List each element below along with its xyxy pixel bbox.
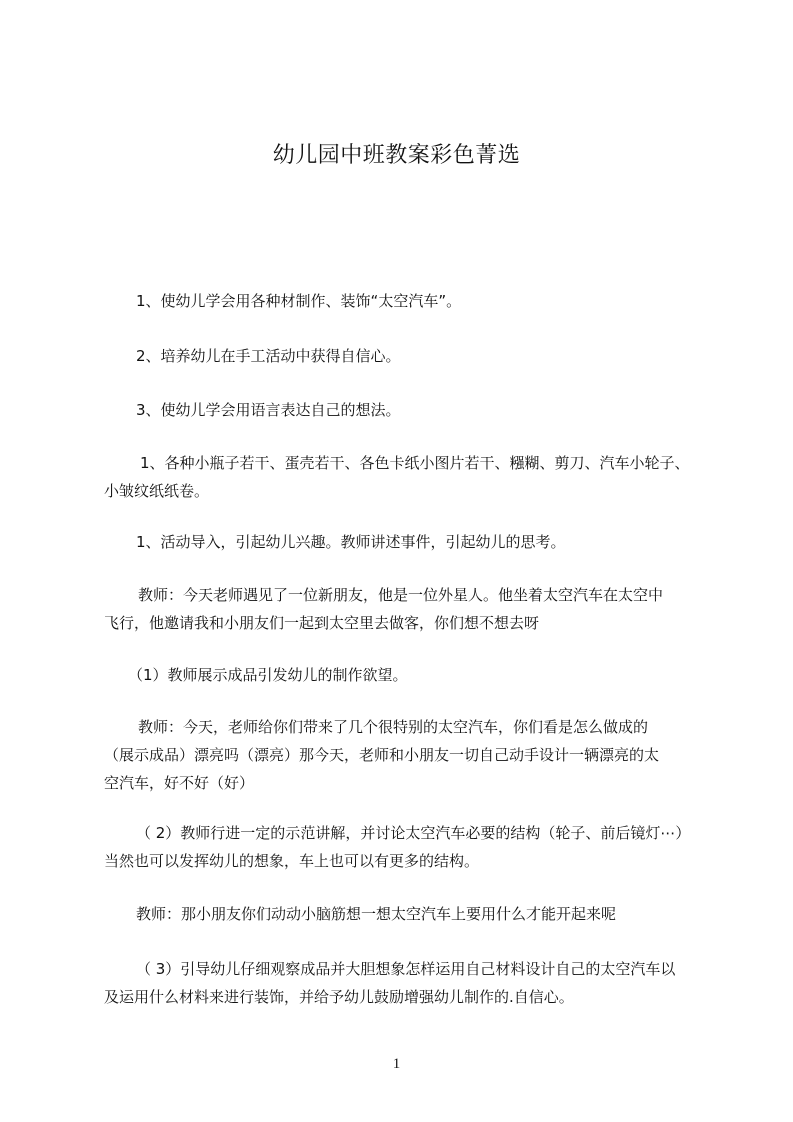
paragraph-activity-intro xyxy=(104,528,752,556)
paragraph-line: （ 2）教师行进一定的示范讲解，并讨论太空汽车必要的结构（轮子、前后镜灯⋯） xyxy=(136,824,691,842)
paragraph-line: 教师：今天，老师给你们带来了几个很特别的太空汽车，你们看是怎么做成的 xyxy=(138,718,649,736)
paragraph-line: 飞行，他邀请我和小朋友们一起到太空里去做客，你们想不想去呀 xyxy=(104,614,540,632)
paragraph-line: 2、培养幼儿在手工活动中获得自信心。 xyxy=(136,347,401,365)
paragraph-step-1 xyxy=(104,661,744,689)
paragraph-line: 3、使幼儿学会用语言表达自己的想法。 xyxy=(136,401,401,419)
paragraph-line: （展示成品）漂亮吗（漂亮）那今天，老师和小朋友一切自己动手设计一辆漂亮的太 xyxy=(104,746,660,764)
paragraph-line: 1、各种小瓶子若干、蛋壳若干、各色卡纸小图片若干、糨糊、剪刀、汽车小轮子、 xyxy=(140,454,690,472)
paragraph-goal-1 xyxy=(104,287,752,315)
paragraph-teacher-2 xyxy=(104,713,720,797)
paragraph-line: 1、活动导入，引起幼儿兴趣。教师讲述事件，引起幼儿的思考。 xyxy=(136,533,566,551)
paragraph-line: 小皱纹纸纸卷。 xyxy=(104,482,210,500)
paragraph-step-2 xyxy=(104,819,720,875)
paragraph-step-3 xyxy=(104,955,720,1011)
paragraph-line: 当然也可以发挥幼儿的想象，车上也可以有更多的结构。 xyxy=(104,852,480,870)
paragraph-teacher-1 xyxy=(104,581,720,637)
paragraph-line: 及运用什么材料来进行装饰，并给予幼儿鼓励增强幼儿制作的.自信心。 xyxy=(104,988,574,1006)
paragraph-line: （ 3）引导幼儿仔细观察成品并大胆想象怎样运用自己材料设计自己的太空汽车以 xyxy=(136,960,676,978)
paragraph-goal-3 xyxy=(104,396,752,424)
paragraph-line: （1）教师展示成品引发幼儿的制作欲望。 xyxy=(128,666,408,684)
paragraph-teacher-3 xyxy=(104,900,752,928)
paragraph-line: 教师：那小朋友你们动动小脑筋想一想太空汽车上要用什么才能开起来呢 xyxy=(136,905,617,923)
paragraph-line: 1、使幼儿学会用各种材制作、装饰“太空汽车”。 xyxy=(136,292,462,310)
paragraph-goal-2 xyxy=(104,342,752,370)
paragraph-line: 空汽车，好不好（好） xyxy=(104,774,255,792)
paragraph-materials xyxy=(104,449,720,505)
page-number: 1 xyxy=(392,1056,401,1072)
document-title: 幼儿园中班教案彩色菁选 xyxy=(272,143,521,168)
paragraph-line: 教师：今天老师遇见了一位新朋友，他是一位外星人。他坐着太空汽车在太空中 xyxy=(138,586,664,604)
